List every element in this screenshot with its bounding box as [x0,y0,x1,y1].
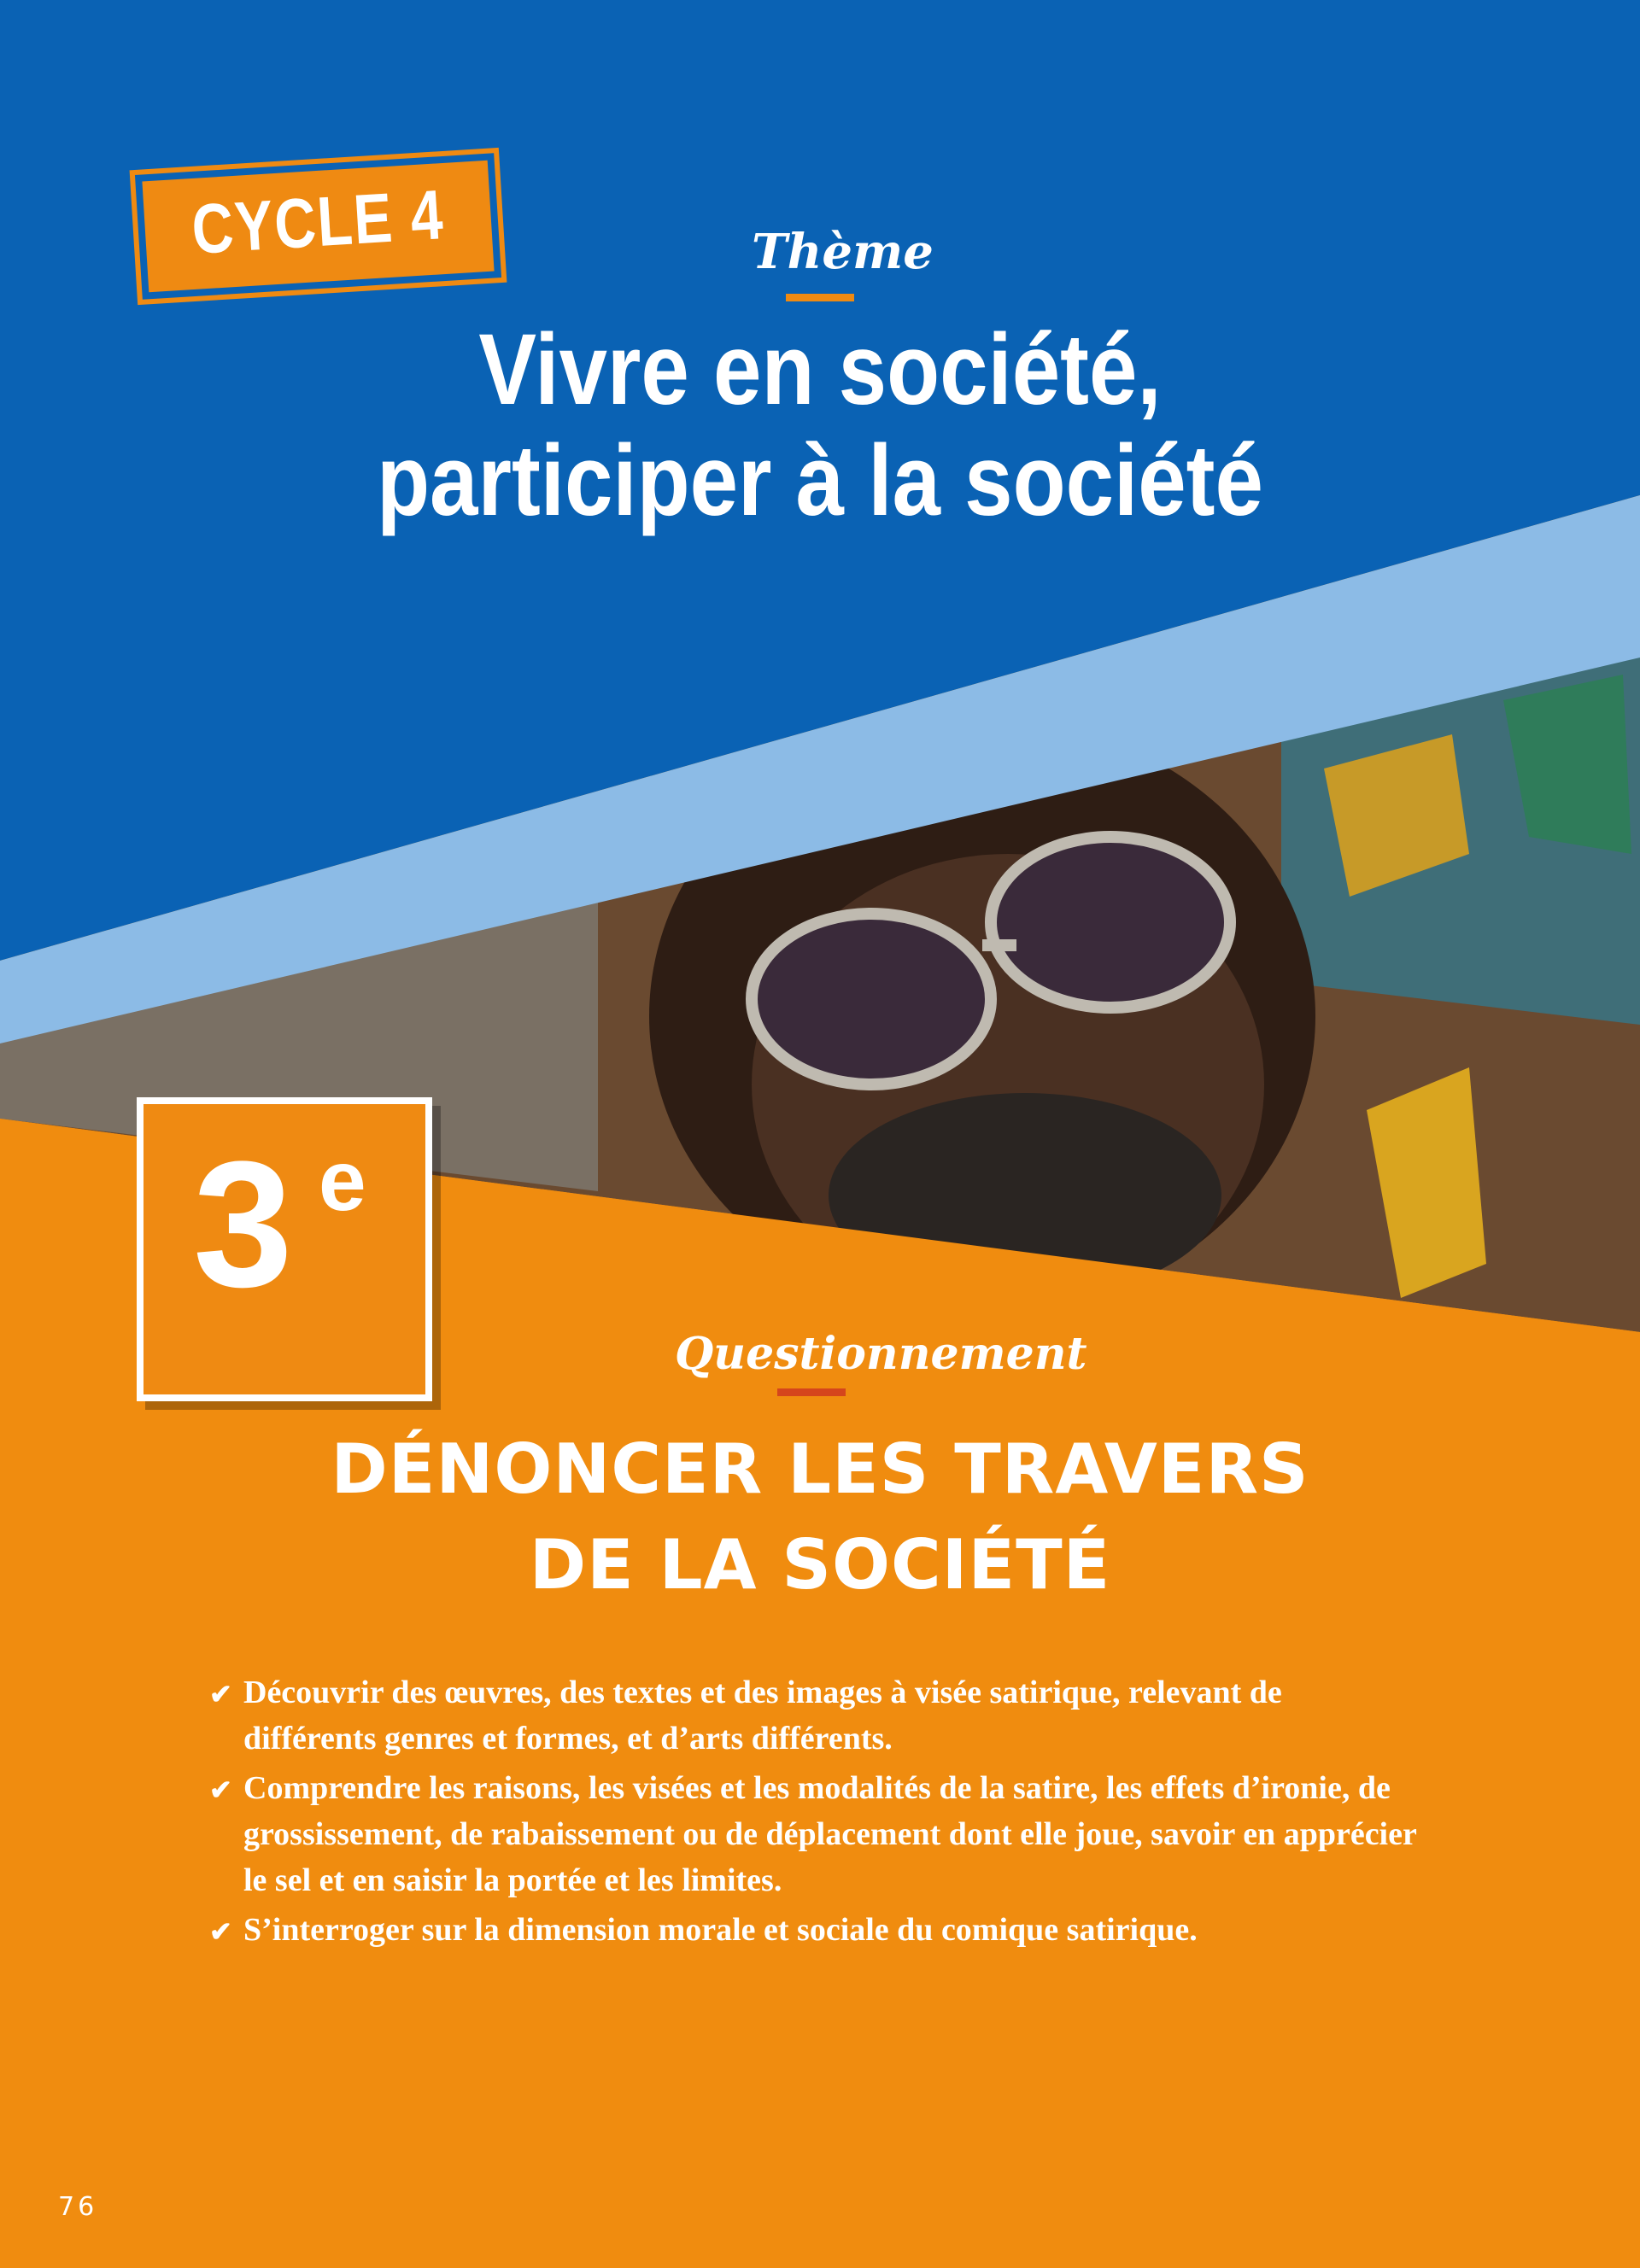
questionnement-title-line-1: DÉNONCER LES TRAVERS [331,1429,1309,1509]
goal-item [209,1765,1422,1903]
theme-label: Thème [752,224,934,280]
grade-suffix: e [319,1133,366,1229]
checkmark-icon: ✔ [209,1679,232,1710]
goals-list [209,1669,1422,1956]
questionnement-label: Questionnement [675,1328,1087,1380]
questionnement-divider [777,1388,846,1396]
theme-title-line-1: Vivre en société, [478,313,1162,426]
checkmark-icon: ✔ [209,1916,232,1947]
theme-title [335,314,1304,536]
cycle-badge [142,161,494,292]
theme-title-line-2: participer à la société [377,424,1263,537]
goal-text: Comprendre les raisons, les visées et les modalités de la satire, les effets d’ironie, de grossissement, de rabaissement ou de déplacement dont elle joue, savoir en apprécier le sel et en saisir la portée et les limites. [243,1770,1417,1898]
checkmark-icon: ✔ [209,1774,232,1805]
questionnement-title [256,1422,1384,1613]
grade-number: 3 [193,1124,293,1324]
questionnement-title-line-2: DE LA SOCIÉTÉ [529,1525,1111,1605]
goal-text: Découvrir des œuvres, des textes et des images à visée satirique, relevant de différents genres et formes, et d’arts différents. [243,1675,1282,1757]
goal-item [209,1669,1422,1762]
grade-badge [137,1097,432,1401]
goal-text: S’interroger sur la dimension morale et sociale du comique satirique. [243,1912,1198,1948]
goal-item [209,1907,1422,1953]
cycle-label: CYCLE 4 [189,176,447,269]
page-number: 76 [58,2192,98,2222]
theme-divider [786,294,854,301]
